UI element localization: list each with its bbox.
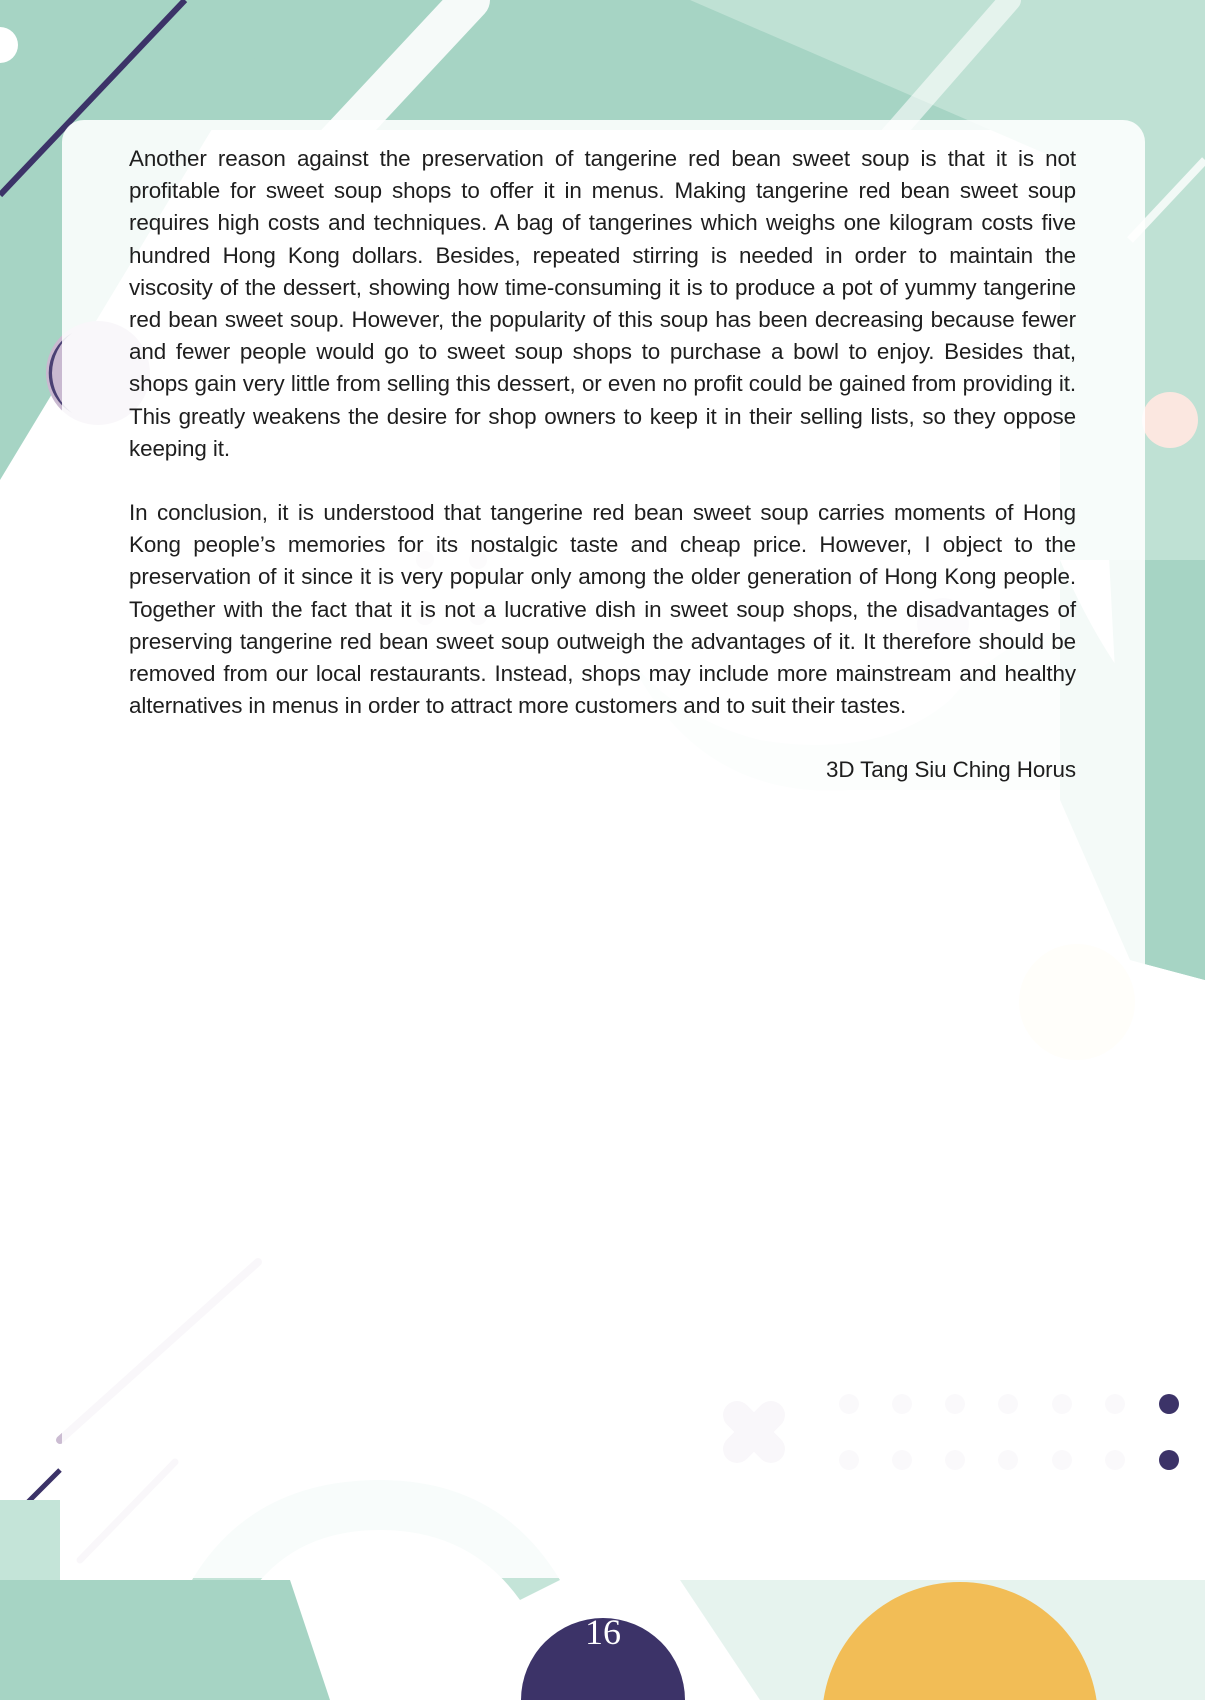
paragraph-1: Another reason against the preservation of tangerine red bean sweet soup is that it is not profitable for sweet soup shops to offer it in menus. Making tangerine red bean sweet soup requires high costs and techniques. A bag of tangerines which weighs one kilogram costs five hundred Hong Kong dollars. Besides, repeated stirring is needed in order to maintain the viscosity of the dessert, showing how time-consuming it is to produce a pot of yummy tangerine red bean sweet soup. However, the popularity of this soup has been decreasing because fewer and fewer people would go to sweet soup shops to purchase a bowl to enjoy. Besides that, shops gain very little from selling this dessert, or even no profit could be gained from providing it. This greatly weakens the desire for shop owners to keep it in their selling lists, so they oppose keeping it. [129, 146, 1076, 461]
navy-dot-2 [1159, 1450, 1179, 1470]
page-number: 16 [585, 1612, 621, 1652]
article-body [129, 143, 1076, 787]
mint-band-bottom [0, 1580, 330, 1700]
mint-band-bottom-left [0, 1500, 60, 1580]
peach-circle-right [1142, 392, 1198, 448]
author-credit: 3D Tang Siu Ching Horus [826, 757, 1076, 783]
navy-dot-1 [1159, 1394, 1179, 1414]
paragraph-2: In conclusion, it is understood that tangerine red bean sweet soup carries moments of Hong Kong people’s memories for its nostalgic taste and cheap price. However, I object to the preservation of it since it is very popular only among the older generation of Hong Kong people. Together with the fact that it is not a lucrative dish in sweet soup shops, the disadvantages of preserving tangerine red bean sweet soup outweigh the advantages of it. It therefore should be removed from our local restaurants. Instead, shops may include more mainstream and healthy alternatives in menus in order to attract more customers and to suit their tastes. [129, 500, 1076, 719]
